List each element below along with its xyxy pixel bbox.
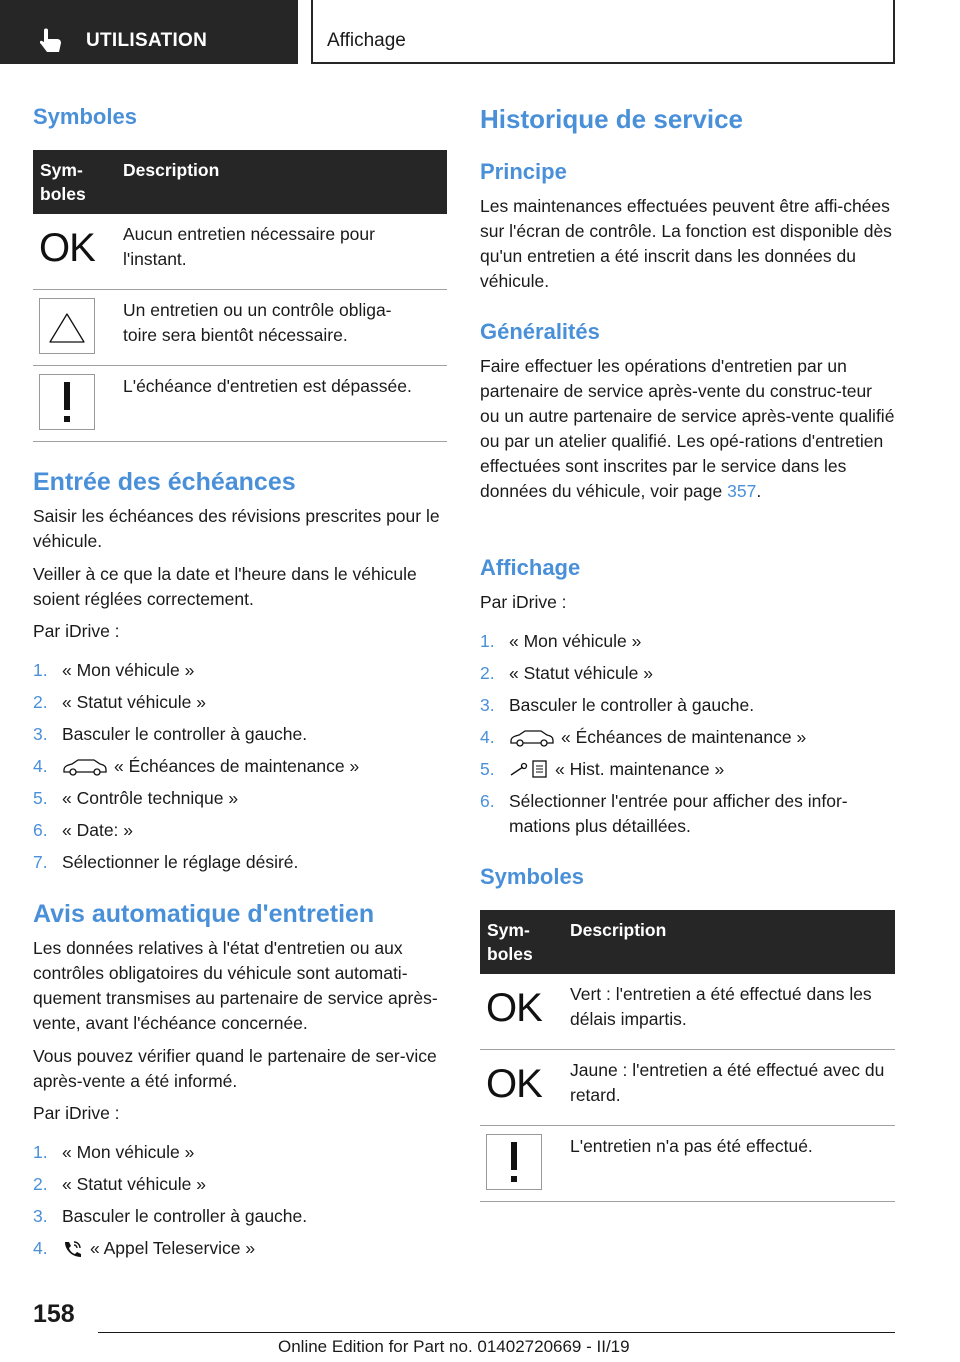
row-description: Aucun entretien nécessaire pour l'instant.	[123, 224, 375, 269]
page-number: 158	[33, 1300, 75, 1328]
col-description-header: Description	[570, 920, 667, 940]
affichage-steps-list	[480, 629, 895, 846]
auto-paragraph-1: Les données relatives à l'état d'entretien ou aux contrôles obligatoires du véhicule sont automati-quement transmises au partenaire de service après-vente, avant l'échéance concernée.	[33, 938, 438, 1033]
list-item: 6. « Date: »	[33, 820, 134, 840]
auto-paragraph-2: Vous pouvez vérifier quand le partenaire de ser-vice après-vente a été informé.	[33, 1046, 437, 1091]
exclamation-icon	[39, 374, 95, 430]
row-description: L'échéance d'entretien est dépassée.	[123, 376, 412, 396]
col-symbols-header: Sym- boles	[487, 920, 533, 964]
page-link-357[interactable]: 357	[727, 481, 757, 501]
list-item: 5. « Contrôle technique »	[33, 788, 239, 808]
row-description: L'entretien n'a pas été effectué.	[570, 1136, 813, 1156]
principe-paragraph: Les maintenances effectuées peuvent être affi-chées sur l'écran de contrôle. La fonction est disponible dès qu'un entretien a été inscrit dans les données du véhicule.	[480, 196, 892, 291]
footer-edition: Online Edition for Part no. 01402720669 - II/19	[278, 1337, 630, 1356]
list-item: 3. Basculer le controller à gauche.	[480, 695, 755, 715]
general-paragraph: Faire effectuer les opérations d'entretien par un partenaire de service après-vente du construc-teur ou un autre partenaire de service après-vente qualifié ou par un atelier qualifié. Les opé-rations d'entretien effectuées sont inscrites par le service dans les données du véhicule, voir page 357.	[480, 356, 895, 501]
symbols-heading-left: Symboles	[33, 104, 137, 129]
list-item: 4. « Échéances de maintenance »	[480, 727, 807, 747]
list-item: 4. « Appel Teleservice »	[33, 1238, 256, 1258]
list-item: 2. « Statut véhicule »	[480, 663, 653, 683]
section-title: UTILISATION	[86, 30, 208, 51]
entry-paragraph-2: Veiller à ce que la date et l'heure dans le véhicule soient réglées correctement.	[33, 564, 417, 609]
row-description: Vert : l'entretien a été effectué dans les délais impartis.	[570, 984, 872, 1029]
list-item: 7. Sélectionner le réglage désiré.	[33, 852, 299, 872]
affichage-paragraph: Par iDrive :	[480, 592, 567, 612]
auto-heading: Avis automatique d'entretien	[33, 900, 375, 928]
table-row	[33, 214, 447, 290]
ok-symbol: OK	[39, 226, 95, 270]
service-history-icon	[509, 759, 549, 779]
list-item: 4. « Échéances de maintenance »	[33, 756, 360, 776]
table-row	[480, 974, 895, 1050]
list-item: 3. Basculer le controller à gauche.	[33, 724, 308, 744]
list-item: 6. Sélectionner l'entrée pour afficher des infor-mations plus détaillées.	[480, 791, 848, 836]
list-item: 3. Basculer le controller à gauche.	[33, 1206, 308, 1226]
warning-triangle-icon	[39, 298, 95, 354]
car-icon	[509, 729, 555, 747]
header-subsection	[311, 0, 895, 64]
history-heading: Historique de service	[480, 104, 743, 134]
principe-heading: Principe	[480, 159, 567, 184]
table-row	[33, 290, 447, 366]
teleservice-icon	[62, 1240, 84, 1258]
general-heading: Généralités	[480, 319, 600, 344]
exclamation-icon	[486, 1134, 542, 1190]
entry-steps-list	[33, 658, 447, 882]
entry-paragraph-1: Saisir les échéances des révisions prescrites pour le véhicule.	[33, 506, 440, 551]
list-item: 1. « Mon véhicule »	[480, 631, 642, 651]
row-description: Un entretien ou un contrôle obliga- toire sera bientôt nécessaire.	[123, 300, 392, 345]
header-section-tab	[0, 0, 298, 64]
col-description-header: Description	[123, 160, 220, 180]
list-item: 1. « Mon véhicule »	[33, 660, 195, 680]
entry-heading: Entrée des échéances	[33, 468, 296, 496]
row-description: Jaune : l'entretien a été effectué avec du retard.	[570, 1060, 885, 1105]
car-icon	[62, 758, 108, 776]
list-item: 2. « Statut véhicule »	[33, 1174, 206, 1194]
auto-paragraph-3: Par iDrive :	[33, 1103, 120, 1123]
col-symbols-header: Sym- boles	[40, 160, 86, 204]
subsection-title: Affichage	[327, 30, 406, 51]
auto-steps-list	[33, 1140, 447, 1268]
entry-paragraph-3: Par iDrive :	[33, 621, 120, 641]
ok-symbol: OK	[486, 1062, 542, 1106]
table-row	[480, 1126, 895, 1202]
affichage-heading: Affichage	[480, 555, 581, 580]
footer-divider	[98, 1332, 895, 1333]
table-row	[33, 366, 447, 442]
table-header	[33, 150, 447, 214]
list-item: 5. « Hist. maintenance »	[480, 759, 725, 779]
ok-symbol: OK	[486, 986, 542, 1030]
hand-pointer-icon	[40, 28, 64, 54]
table-row	[480, 1050, 895, 1126]
list-item: 1. « Mon véhicule »	[33, 1142, 195, 1162]
symbols-heading-right: Symboles	[480, 864, 584, 889]
table-header	[480, 910, 895, 974]
list-item: 2. « Statut véhicule »	[33, 692, 206, 712]
